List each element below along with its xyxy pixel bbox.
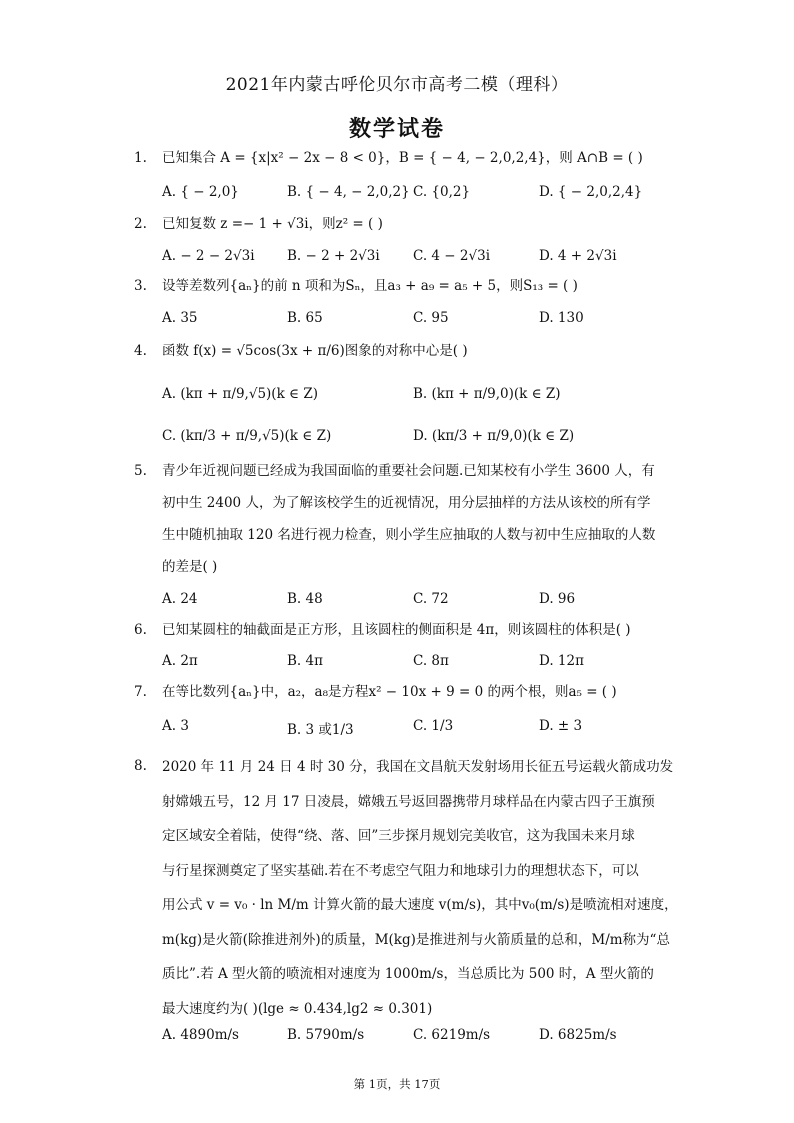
question-stem	[162, 676, 662, 708]
option-b: B. { − 4, − 2,0,2}	[287, 184, 410, 200]
stem-line: 质比”.若 A 型火箭的喷流相对速度为 1000m/s，当总质比为 500 时，A 型火箭的	[162, 966, 654, 982]
question-number: 7.	[134, 684, 147, 700]
option-c: C. {0,2}	[413, 184, 471, 200]
stem-line: 青少年近视问题已经成为我国面临的重要社会问题.已知某校有小学生 3600 人，有	[162, 463, 655, 479]
option-a: A. 35	[162, 310, 198, 326]
option-c: C. 1/3	[413, 718, 454, 734]
stem-line: 初中生 2400 人，为了解该校学生的近视情况，用分层抽样的方法从该校的所有学	[162, 495, 651, 511]
question-number: 6.	[134, 622, 147, 638]
option-b: B. 3 或1/3	[287, 722, 354, 738]
question-number: 2.	[134, 216, 147, 232]
option-c: C. 6219m/s	[413, 1027, 491, 1043]
option-c: C. 95	[413, 310, 449, 326]
stem-line: 最大速度约为( )(lge ≈ 0.434,lg2 ≈ 0.301)	[162, 1000, 433, 1017]
option-d: D. 96	[539, 591, 576, 607]
stem-line: 射嫦娥五号，12 月 17 日凌晨，嫦娥五号返回器携带月球样品在内蒙古四子王旗预	[162, 793, 655, 810]
question-stem	[162, 270, 662, 302]
stem-line: 2020 年 11 月 24 日 4 时 30 分，我国在文昌航天发射场用长征五号运载火箭成功发	[162, 759, 674, 775]
option-d: D. (kπ/3 + π/9,0)(k ∈ Z)	[413, 428, 575, 444]
question-stem	[162, 142, 662, 174]
stem-line: m(kg)是火箭(除推进剂外)的质量，M(kg)是推进剂与火箭质量的总和，M/m称为“总	[162, 931, 670, 948]
question-stem	[162, 335, 662, 367]
option-a: A. 3	[162, 718, 189, 734]
stem-line: 已知复数 z =− 1 + √3i，则z² = ( )	[162, 216, 383, 232]
stem-line: 与行星探测奠定了坚实基础.若在不考虑空气阻力和地球引力的理想状态下，可以	[162, 862, 639, 879]
option-b: B. 65	[287, 310, 323, 326]
stem-line: 用公式 v = v₀ · ln M/m 计算火箭的最大速度 v(m/s)，其中v₀(m/s)是喷流相对速度，	[162, 897, 678, 913]
option-b: B. − 2 + 2√3i	[287, 248, 380, 264]
option-d: D. 12π	[539, 653, 584, 669]
question-number: 1.	[134, 150, 147, 166]
option-d: D. ± 3	[539, 718, 583, 734]
option-d: D. 130	[539, 310, 584, 326]
stem-line: 已知某圆柱的轴截面是正方形，且该圆柱的侧面积是 4π，则该圆柱的体积是( )	[162, 622, 631, 638]
stem-line: 设等差数列{aₙ}的前 n 项和为Sₙ，且a₃ + a₉ = a₅ + 5，则S₁₃ = ( )	[162, 278, 578, 294]
question-number: 4.	[134, 343, 147, 359]
exam-title: 2021年内蒙古呼伦贝尔市高考二模（理科）	[225, 75, 569, 95]
question-stem	[162, 208, 662, 240]
stem-line: 生中随机抽取 120 名进行视力检查，则小学生应抽取的人数与初中生应抽取的人数	[162, 527, 656, 543]
option-a: A. 4890m/s	[162, 1027, 239, 1043]
question-stem	[162, 455, 662, 583]
option-c: C. 4 − 2√3i	[413, 248, 491, 264]
page-number: 第 1页，共 17页	[353, 1077, 441, 1091]
option-b: B. 5790m/s	[287, 1027, 365, 1043]
question-stem	[162, 750, 678, 1026]
stem-line: 函数 f(x) = √5cos(3x + π/6)图象的对称中心是( )	[162, 343, 468, 359]
option-a: A. (kπ + π/9,√5)(k ∈ Z)	[162, 386, 318, 402]
option-a: A. − 2 − 2√3i	[162, 248, 255, 264]
option-b: B. 48	[287, 591, 323, 607]
stem-line: 的差是( )	[162, 559, 218, 575]
option-c: C. 72	[413, 591, 449, 607]
option-d: D. 4 + 2√3i	[539, 248, 617, 264]
stem-line: 已知集合 A = {x|x² − 2x − 8 < 0}，B = { − 4, − 2,0,2,4}，则 A∩B = ( )	[162, 150, 643, 166]
option-c: C. 8π	[413, 653, 449, 669]
option-a: A. 2π	[162, 653, 198, 669]
question-stem	[162, 614, 662, 646]
question-number: 5.	[134, 463, 147, 479]
question-number: 8.	[134, 758, 147, 774]
option-a: A. 24	[162, 591, 198, 607]
option-a: A. { − 2,0}	[162, 184, 239, 200]
stem-line: 定区域安全着陆，使得“绕、落、回”三步探月规划完美收官，这为我国未来月球	[162, 828, 635, 844]
option-d: D. { − 2,0,2,4}	[539, 184, 643, 200]
exam-subtitle: 数学试卷	[348, 116, 445, 142]
option-b: B. (kπ + π/9,0)(k ∈ Z)	[413, 386, 561, 402]
option-b: B. 4π	[287, 653, 323, 669]
option-c: C. (kπ/3 + π/9,√5)(k ∈ Z)	[162, 428, 332, 444]
question-number: 3.	[134, 278, 147, 294]
option-d: D. 6825m/s	[539, 1027, 617, 1043]
stem-line: 在等比数列{aₙ}中，a₂，a₈是方程x² − 10x + 9 = 0 的两个根，则a₅ = ( )	[162, 684, 617, 700]
